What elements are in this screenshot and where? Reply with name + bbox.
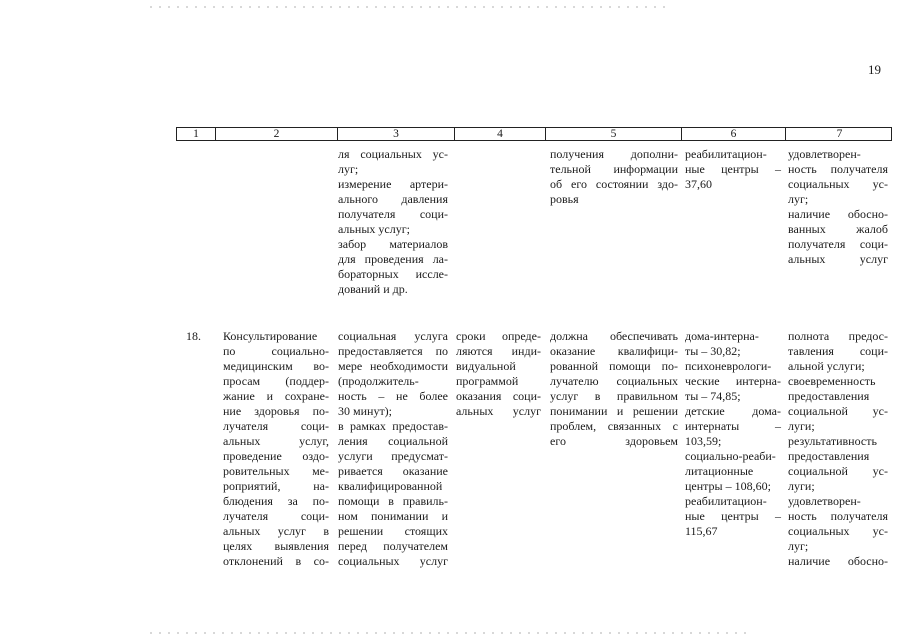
text-line: предоставления xyxy=(788,449,870,463)
text-line: альных услуг, xyxy=(223,434,329,448)
text-line: по социально- xyxy=(223,344,329,358)
text-line: дований и др. xyxy=(338,282,408,296)
text-line: предоставления xyxy=(788,389,870,403)
text-line: забор материалов xyxy=(338,237,448,251)
text-line: социальная услуга xyxy=(338,329,448,343)
text-line: альных услуг xyxy=(788,252,888,266)
text-line: целях выявления xyxy=(223,539,329,553)
text-line: 103,59; xyxy=(685,434,722,448)
text-line: ляются инди- xyxy=(456,344,541,358)
text-line: перед получателем xyxy=(338,539,448,553)
text-line: луг; xyxy=(788,192,809,206)
text-line: в рамках предостав- xyxy=(338,419,448,433)
text-line: просам (поддер- xyxy=(223,374,329,388)
header-col-7: 7 xyxy=(785,128,893,140)
text-line: для проведения ла- xyxy=(338,252,448,266)
text-line: ты – 74,85; xyxy=(685,389,741,403)
text-line: ном понимании и xyxy=(338,509,448,523)
text-line: получателя соци- xyxy=(788,237,888,251)
text-line: тельной информации xyxy=(550,162,678,176)
text-line: альных услуг; xyxy=(338,222,410,236)
text-line: наличие обосно- xyxy=(788,554,888,568)
text-line: оказания соци- xyxy=(456,389,541,403)
cont-row-col7 xyxy=(788,147,888,267)
text-line: своевременность xyxy=(788,374,876,388)
text-line: альных услуг в xyxy=(223,524,329,538)
text-line: рованной помощи по- xyxy=(550,359,678,373)
text-line: проведение оздо- xyxy=(223,449,329,463)
text-line: луг; xyxy=(338,162,359,176)
text-line: ные центры – xyxy=(685,509,781,523)
text-line: ванных жалоб xyxy=(788,222,888,236)
text-line: 30 минут); xyxy=(338,404,393,418)
text-line: (продолжитель- xyxy=(338,374,419,388)
row18-col7 xyxy=(788,329,888,569)
text-line: реабилитацион- xyxy=(685,147,767,161)
text-line: понимании и решении xyxy=(550,404,678,418)
text-line: социальных ус- xyxy=(788,524,888,538)
text-line: видуальной xyxy=(456,359,516,373)
text-line: об его состоянии здо- xyxy=(550,177,678,191)
text-line: должна обеспечивать xyxy=(550,329,678,343)
text-line: жание и сохране- xyxy=(223,389,329,403)
text-line: проблем, связанных с xyxy=(550,419,678,433)
text-line: реабилитацион- xyxy=(685,494,767,508)
text-line: ля социальных ус- xyxy=(338,147,448,161)
text-line: отклонений в со- xyxy=(223,554,329,568)
cont-row-col3 xyxy=(338,147,448,297)
header-col-6: 6 xyxy=(681,128,785,140)
text-line: бораторных иссле- xyxy=(338,267,448,281)
page-number: 19 xyxy=(868,62,881,77)
scan-artifact-top xyxy=(150,6,670,8)
text-line: альной услуги; xyxy=(788,359,865,373)
text-line: квалифицированной xyxy=(338,479,443,493)
text-line: социальной ус- xyxy=(788,404,888,418)
text-line: лучателя соци- xyxy=(223,509,329,523)
row18-col4 xyxy=(456,329,541,419)
text-line: блюдения за по- xyxy=(223,494,329,508)
text-line: центры – 108,60; xyxy=(685,479,771,493)
header-col-1: 1 xyxy=(193,128,199,140)
text-line: медицинским во- xyxy=(223,359,329,373)
text-line: мере необходимости xyxy=(338,359,448,373)
text-line: луги; xyxy=(788,479,815,493)
text-line: луг; xyxy=(788,539,809,553)
text-line: удовлетворен- xyxy=(788,494,861,508)
text-line: полнота предос- xyxy=(788,329,888,343)
text-line: луги; xyxy=(788,419,815,433)
text-line: социальной ус- xyxy=(788,464,888,478)
text-line: помощи в правиль- xyxy=(338,494,448,508)
text-line: ческие интерна- xyxy=(685,374,781,388)
text-line: результативность xyxy=(788,434,877,448)
text-line: ровительных ме- xyxy=(223,464,329,478)
header-col-3: 3 xyxy=(337,128,454,140)
text-line: 115,67 xyxy=(685,524,718,538)
row18-col6 xyxy=(685,329,781,539)
text-line: предоставляется по xyxy=(338,344,448,358)
text-line: услуг в правильном xyxy=(550,389,678,403)
row18-number: 18. xyxy=(186,329,201,343)
text-line: получателя соци- xyxy=(338,207,448,221)
text-line: лучателя соци- xyxy=(223,419,329,433)
header-col-5: 5 xyxy=(545,128,681,140)
scan-artifact-bottom xyxy=(150,632,750,634)
row18-col3 xyxy=(338,329,448,569)
text-line: альных услуг xyxy=(456,404,541,418)
text-line: ровья xyxy=(550,192,579,206)
text-line: его здоровьем xyxy=(550,434,678,448)
text-line: сроки опреде- xyxy=(456,329,541,343)
text-line: роприятий, на- xyxy=(223,479,329,493)
text-line: психоневрологи- xyxy=(685,359,772,373)
text-line: ность – не более xyxy=(338,389,448,403)
text-line: интернаты – xyxy=(685,419,781,433)
cont-row-col6 xyxy=(685,147,781,192)
table-header-row xyxy=(176,127,892,141)
text-line: получения дополни- xyxy=(550,147,678,161)
header-col-4: 4 xyxy=(454,128,545,140)
text-line: ального давления xyxy=(338,192,448,206)
cont-row-col5 xyxy=(550,147,678,207)
text-line: тавления соци- xyxy=(788,344,888,358)
text-line: оказание квалифици- xyxy=(550,344,678,358)
text-line: ные центры – xyxy=(685,162,781,176)
text-line: лучателю социальных xyxy=(550,374,678,388)
text-line: ления социальной xyxy=(338,434,448,448)
text-line: ривается оказание xyxy=(338,464,448,478)
text-line: дома-интерна- xyxy=(685,329,759,343)
text-line: услуги предусмат- xyxy=(338,449,448,463)
row18-col5 xyxy=(550,329,678,449)
text-line: измерение артери- xyxy=(338,177,448,191)
text-line: детские дома- xyxy=(685,404,781,418)
text-line: программой xyxy=(456,374,519,388)
text-line: литационные xyxy=(685,464,754,478)
header-col-2: 2 xyxy=(215,128,337,140)
text-line: Консультирование xyxy=(223,329,318,343)
text-line: социально-реаби- xyxy=(685,449,776,463)
text-line: наличие обосно- xyxy=(788,207,888,221)
text-line: ние здоровья по- xyxy=(223,404,329,418)
text-line: 37,60 xyxy=(685,177,712,191)
text-line: ность получателя xyxy=(788,509,888,523)
text-line: удовлетворен- xyxy=(788,147,861,161)
text-line: решении стоящих xyxy=(338,524,448,538)
text-line: социальных услуг xyxy=(338,554,448,568)
text-line: ты – 30,82; xyxy=(685,344,741,358)
row18-col2 xyxy=(223,329,329,569)
text-line: социальных ус- xyxy=(788,177,888,191)
text-line: ность получателя xyxy=(788,162,888,176)
